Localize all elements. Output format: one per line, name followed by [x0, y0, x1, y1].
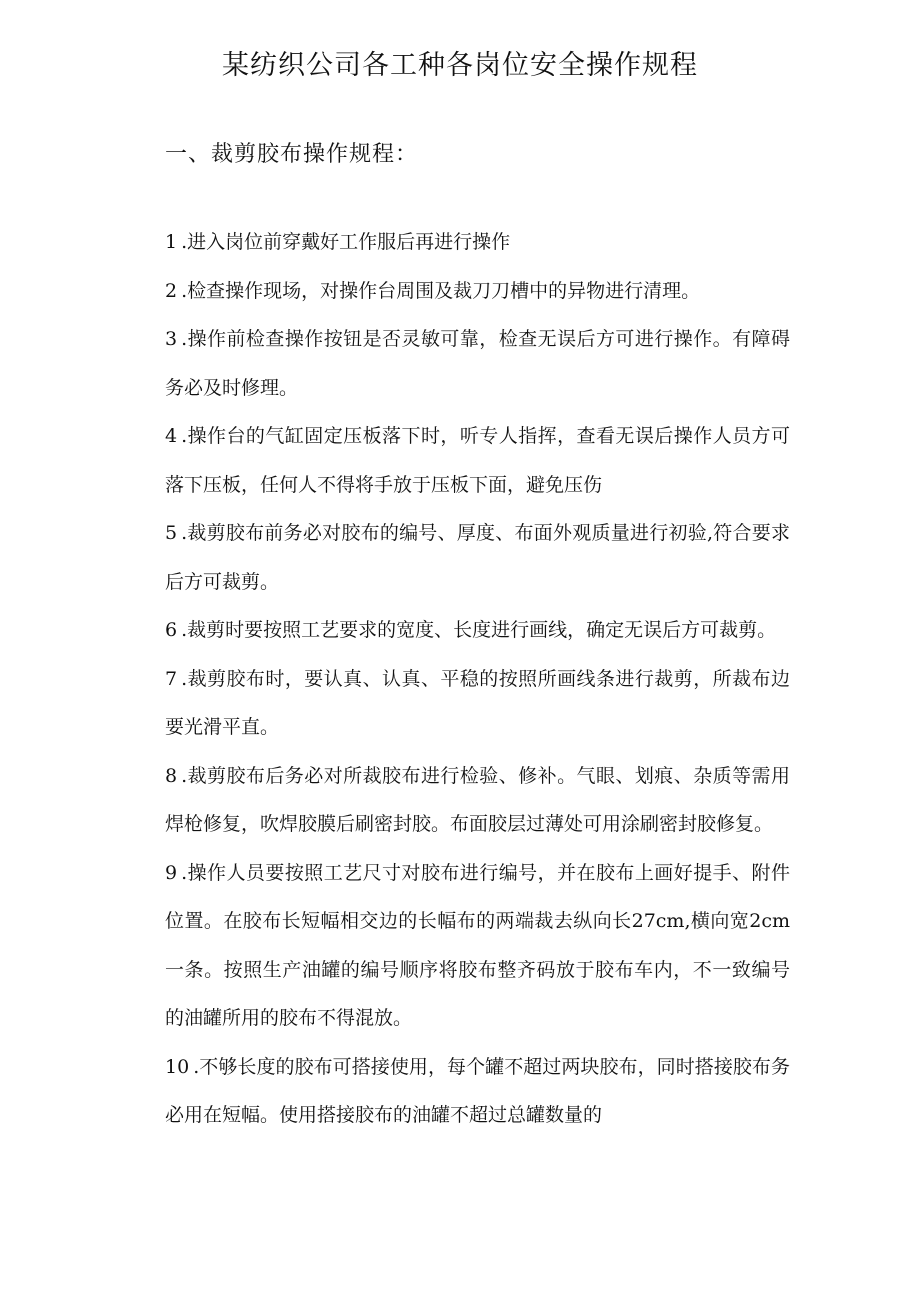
item-number: 10: [165, 1055, 190, 1078]
section-heading: 一、裁剪胶布操作规程：: [165, 142, 419, 167]
item-text: .裁剪胶布前务必对胶布的编号、厚度、布面外观质量进行初验,符合要求后方可裁剪。: [165, 522, 790, 593]
item-number: 7: [165, 667, 178, 690]
item-text: .裁剪胶布时，要认真、认真、平稳的按照所画线条进行裁剪，所裁布边要光滑平直。: [165, 667, 790, 738]
item-number: 1: [165, 231, 178, 253]
item-number: 8: [165, 764, 178, 787]
item-text: .裁剪胶布后务必对所裁胶布进行检验、修补。气眼、划痕、杂质等需用焊枪修复，吹焊胶膜后刷密封胶。布面胶层过薄处可用涂刷密封胶修复。: [165, 764, 790, 835]
list-item: [165, 509, 790, 606]
list-item: [165, 849, 790, 1043]
item-number: 4: [165, 425, 178, 447]
item-number: 5: [165, 522, 178, 544]
list-item: [165, 218, 790, 267]
list-item: [165, 606, 790, 655]
item-number: 6: [165, 619, 178, 641]
item-text: .操作人员要按照工艺尺寸对胶布进行编号，并在胶布上画好提手、附件位置。在胶布长短幅相交边的长幅布的两端裁去纵向长27cm,横向宽2cm一条。按照生产油罐的编号顺序将胶布整齐码放于胶布车内，不一致编号的油罐所用的胶布不得混放。: [165, 861, 790, 1029]
item-number: 3: [165, 328, 178, 350]
item-text: .进入岗位前穿戴好工作服后再进行操作: [181, 231, 511, 253]
item-text: .裁剪时要按照工艺要求的宽度、长度进行画线，确定无误后方可裁剪。: [181, 619, 777, 641]
item-text: .操作台的气缸固定压板落下时，听专人指挥，查看无误后操作人员方可落下压板，任何人不得将手放于压板下面，避免压伤: [165, 425, 790, 496]
item-text: .检查操作现场，对操作台周围及裁刀刀槽中的异物进行清理。: [181, 279, 701, 302]
list-item: [165, 315, 790, 412]
item-text: .不够长度的胶布可搭接使用，每个罐不超过两块胶布，同时搭接胶布务必用在短幅。使用搭接胶布的油罐不超过总罐数量的: [165, 1055, 790, 1126]
item-text: .操作前检查操作按钮是否灵敏可靠，检查无误后方可进行操作。有障碍务必及时修理。: [165, 328, 790, 399]
list-item: [165, 412, 790, 509]
list-item: [165, 752, 790, 849]
list-item: [165, 1043, 790, 1140]
procedure-list: [165, 218, 790, 1140]
item-number: 9: [165, 861, 178, 884]
list-item: [165, 655, 790, 752]
item-number: 2: [165, 279, 178, 302]
list-item: [165, 267, 790, 316]
document-title: 某纺织公司各工种各岗位安全操作规程: [222, 50, 698, 81]
